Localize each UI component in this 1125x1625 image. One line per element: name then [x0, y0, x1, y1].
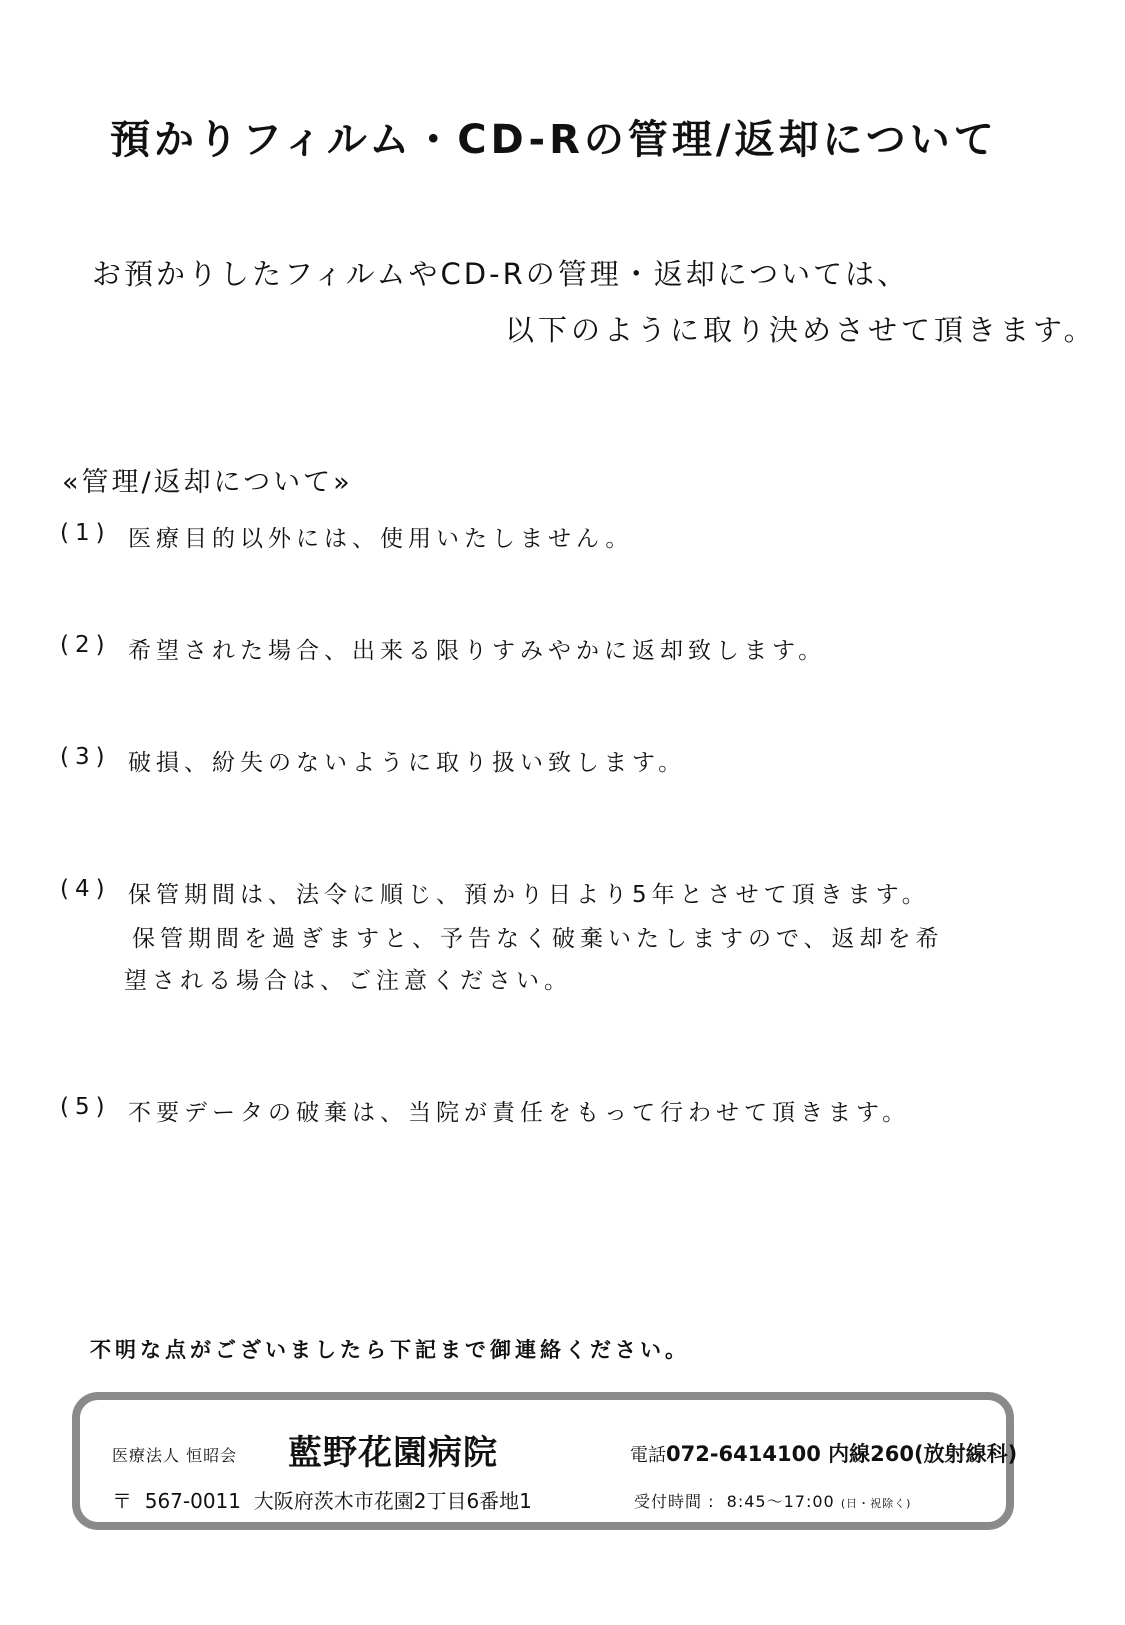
contact-prompt: 不明な点がございましたら下記まで御連絡ください。	[90, 1338, 690, 1362]
item-text: 破損、紛失のないように取り扱い致します。	[128, 750, 687, 776]
page-title: 預かりフィルム・CD-Rの管理/返却について	[110, 117, 998, 163]
item-text: 希望された場合、出来る限りすみやかに返却致します。	[128, 638, 827, 664]
organization-name: 医療法人 恒昭会	[112, 1446, 238, 1465]
postal-code: 567-0011	[144, 1489, 242, 1513]
item-text: 不要データの破棄は、当院が責任をもって行わせて頂きます。	[128, 1100, 911, 1126]
item-text: 医療目的以外には、使用いたしません。	[128, 526, 634, 552]
item-number: (5)	[60, 1094, 111, 1120]
item-text: 保管期間は、法令に順じ、預かり日より5年とさせて頂きます。	[128, 882, 930, 908]
hours-note: (日・祝除く)	[840, 1497, 912, 1510]
phone-extension: 内線260(放射線科)	[828, 1442, 1018, 1466]
reception-hours: 受付時間 : 8:45〜17:00 (日・祝除く)	[634, 1492, 912, 1511]
section-heading: «管理/返却について»	[62, 467, 353, 498]
intro-line-2: 以下のように取り決めさせて頂きます。	[505, 313, 1097, 347]
hospital-name: 藍野花園病院	[288, 1433, 498, 1473]
phone-number: 072-6414100	[666, 1442, 821, 1466]
item-text-continued: 望される場合は、ご注意ください。	[124, 968, 572, 994]
item-number: (1)	[60, 520, 111, 546]
postal-mark: 〒	[112, 1489, 132, 1513]
item-text-continued: 保管期間を過ぎますと、予告なく破棄いたしますので、返却を希	[132, 926, 944, 952]
hours-label: 受付時間	[634, 1492, 703, 1511]
phone-label: 電話	[630, 1445, 666, 1466]
item-number: (3)	[60, 744, 111, 770]
item-number: (4)	[60, 876, 111, 902]
item-number: (2)	[60, 632, 111, 658]
intro-line-1: お預かりしたフィルムやCD-Rの管理・返却については、	[92, 257, 910, 291]
phone-info	[630, 1438, 1017, 1468]
address	[112, 1485, 532, 1514]
hours-value: 8:45〜17:00	[726, 1492, 835, 1511]
street-address: 大阪府茨木市花園2丁目6番地1	[253, 1489, 532, 1513]
